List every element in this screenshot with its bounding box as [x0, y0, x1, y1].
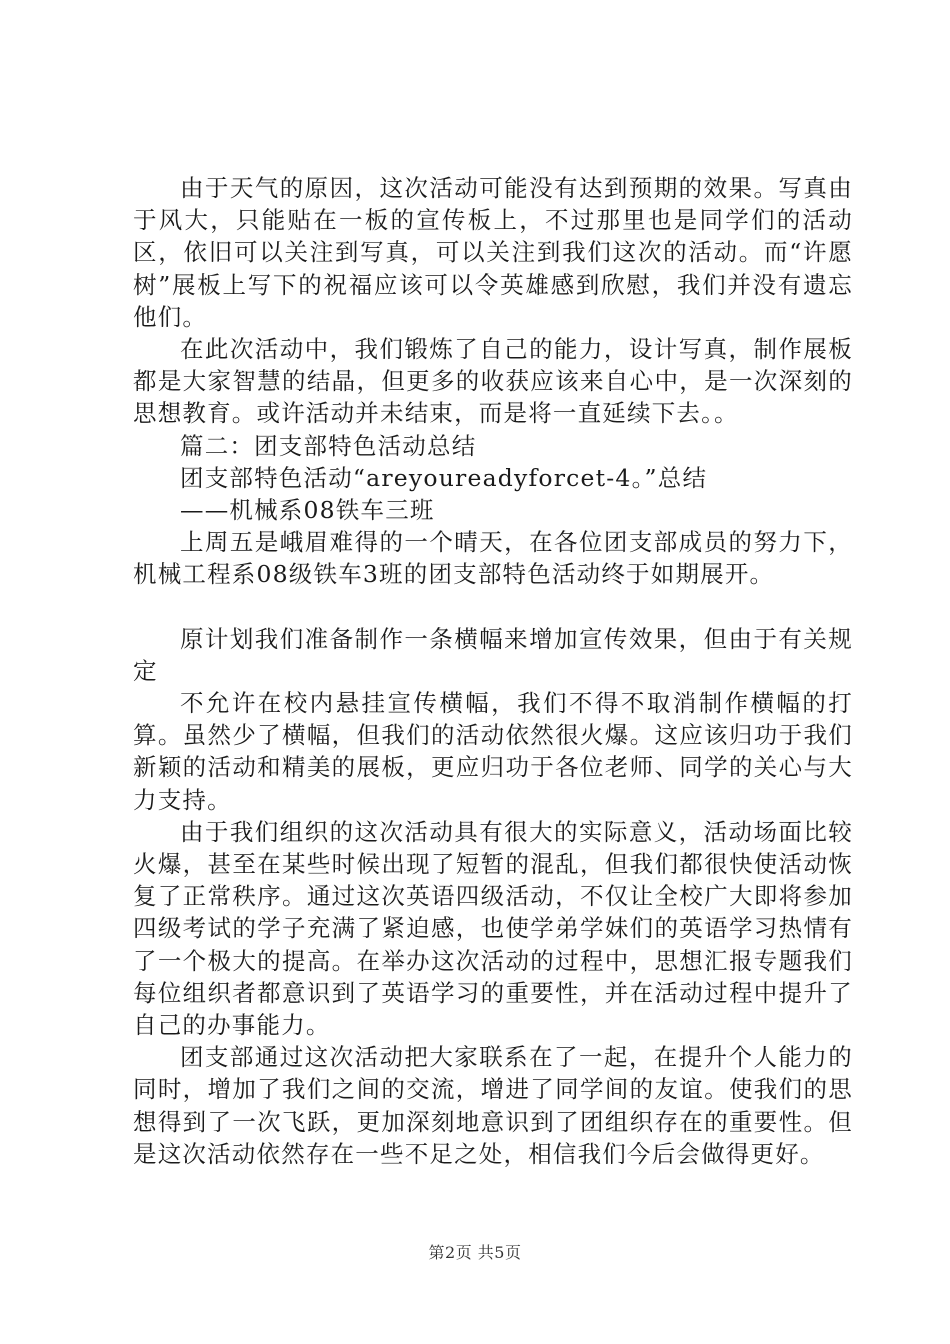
section-title: 团支部特色活动“areyoureadyforcet-4。”总结	[180, 463, 708, 492]
document-body	[133, 172, 853, 1170]
paragraph-weather: 由于天气的原因，这次活动可能没有达到预期的效果。写真由于风大，只能贴在一板的宣传板上，不过那里也是同学们的活动区，依旧可以关注到写真，可以关注到我们这次的活动。而“许愿树”展板上写下的祝福应该可以令英雄感到欣慰，我们并没有遗忘他们。	[133, 174, 853, 331]
section-author: ——机械系08铁车三班	[180, 496, 435, 525]
paragraph-ability: 在此次活动中，我们锻炼了自己的能力，设计写真，制作展板都是大家智慧的结晶，但更多的收获应该来自心中，是一次深刻的思想教育。或许活动并未结束，而是将一直延续下去。。	[133, 335, 853, 428]
blank-line	[133, 591, 853, 623]
paragraph-banner-plan: 原计划我们准备制作一条横幅来增加宣传效果，但由于有关规定	[133, 624, 853, 685]
paragraph-significance: 由于我们组织的这次活动具有很大的实际意义，活动场面比较火爆，甚至在某些时候出现了短暂的混乱，但我们都很快使活动恢复了正常秩序。通过这次英语四级活动，不仅让全校广大即将参加四级考试的学子充满了紧迫感，也使学弟学妹们的英语学习热情有了一个极大的提高。在举办这次活动的过程中，思想汇报专题我们每位组织者都意识到了英语学习的重要性，并在活动过程中提升了自己的办事能力。	[133, 817, 853, 1040]
page-footer: 第2页 共5页	[428, 1243, 522, 1262]
paragraph-banner-cancel: 不允许在校内悬挂宣传横幅，我们不得不取消制作横幅的打算。虽然少了横幅，但我们的活动依然很火爆。这应该归功于我们新颖的活动和精美的展板，更应归功于各位老师、同学的关心与大力支持。	[133, 689, 853, 814]
paragraph-conclusion: 团支部通过这次活动把大家联系在了一起，在提升个人能力的同时，增加了我们之间的交流，增进了同学间的友谊。使我们的思想得到了一次飞跃，更加深刻地意识到了团组织存在的重要性。但是这次活动依然存在一些不足之处，相信我们今后会做得更好。	[133, 1043, 853, 1168]
paragraph-friday: 上周五是峨眉难得的一个晴天，在各位团支部成员的努力下，机械工程系08级铁车3班的团支部特色活动终于如期展开。	[133, 528, 853, 589]
section-heading: 篇二：团支部特色活动总结	[180, 431, 477, 460]
